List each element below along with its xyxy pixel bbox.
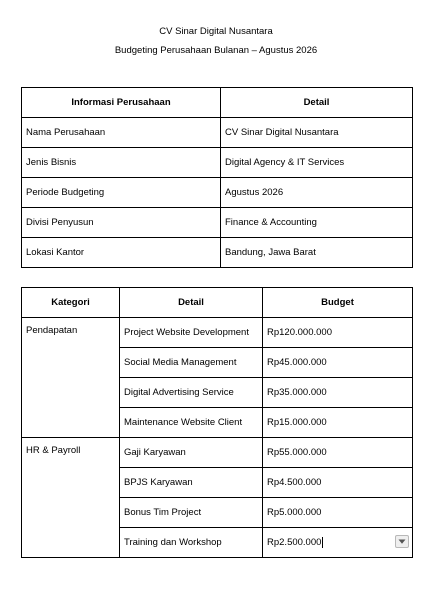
table-cell[interactable]: Bonus Tim Project [120, 498, 263, 528]
column-header: Kategori [22, 288, 120, 318]
table-cell[interactable]: Bandung, Jawa Barat [221, 238, 413, 268]
budget-cell-text: Rp2.500.000 [267, 537, 322, 548]
table-cell[interactable]: Digital Agency & IT Services [221, 148, 413, 178]
text-cursor [322, 537, 323, 548]
budget-cell[interactable]: Rp45.000.000 [263, 348, 413, 378]
table-cell[interactable]: Social Media Management [120, 348, 263, 378]
table-row [22, 118, 413, 148]
table-cell[interactable]: BPJS Karyawan [120, 468, 263, 498]
table-row [22, 178, 413, 208]
table-cell[interactable]: Divisi Penyusun [22, 208, 221, 238]
company-title: CV Sinar Digital Nusantara [159, 26, 273, 37]
table-cell[interactable]: Jenis Bisnis [22, 148, 221, 178]
chevron-down-icon[interactable] [395, 535, 409, 548]
budget-cell[interactable]: Rp35.000.000 [263, 378, 413, 408]
table-row [22, 208, 413, 238]
column-header: Informasi Perusahaan [22, 88, 221, 118]
category-cell[interactable]: HR & Payroll [22, 438, 120, 558]
table-cell[interactable]: Finance & Accounting [221, 208, 413, 238]
table-cell[interactable]: Maintenance Website Client [120, 408, 263, 438]
table-row [22, 148, 413, 178]
budget-cell[interactable]: Rp55.000.000 [263, 438, 413, 468]
table-row [22, 438, 413, 468]
budget-table [21, 287, 413, 558]
table-cell[interactable]: Lokasi Kantor [22, 238, 221, 268]
table-row [22, 318, 413, 348]
table-cell[interactable]: Training dan Workshop [120, 528, 263, 558]
table-cell[interactable]: Project Website Development [120, 318, 263, 348]
category-cell[interactable]: Pendapatan [22, 318, 120, 438]
budget-cell[interactable]: Rp5.000.000 [263, 498, 413, 528]
table-cell[interactable]: Agustus 2026 [221, 178, 413, 208]
budget-cell[interactable]: Rp15.000.000 [263, 408, 413, 438]
table-cell[interactable]: Nama Perusahaan [22, 118, 221, 148]
table-cell[interactable]: CV Sinar Digital Nusantara [221, 118, 413, 148]
table-cell[interactable]: Digital Advertising Service [120, 378, 263, 408]
company-info-table [21, 87, 413, 268]
budget-cell[interactable]: Rp120.000.000 [263, 318, 413, 348]
budget-cell[interactable]: Rp4.500.000 [263, 468, 413, 498]
table-row [22, 238, 413, 268]
table-cell[interactable]: Periode Budgeting [22, 178, 221, 208]
column-header: Detail [120, 288, 263, 318]
table-header-row [22, 88, 413, 118]
column-header: Budget [263, 288, 413, 318]
table-cell[interactable]: Gaji Karyawan [120, 438, 263, 468]
column-header: Detail [221, 88, 413, 118]
document-subtitle: Budgeting Perusahaan Bulanan – Agustus 2026 [114, 45, 318, 56]
budget-cell-editing[interactable] [263, 528, 413, 558]
table-header-row [22, 288, 413, 318]
